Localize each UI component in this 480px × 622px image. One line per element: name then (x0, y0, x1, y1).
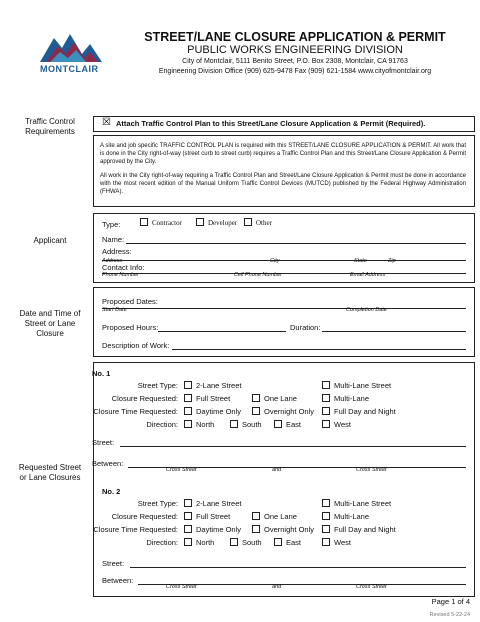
closure-requested-label: Closure Requested: (111, 512, 178, 521)
opt-label: Full Street (196, 394, 231, 403)
street-field[interactable] (120, 446, 466, 447)
contact-sub-email: Email Address (350, 272, 386, 278)
closure-requested-label: Closure Requested: (111, 394, 178, 403)
checkbox[interactable] (184, 499, 192, 507)
checkbox[interactable] (322, 381, 330, 389)
and-label: and (272, 584, 282, 590)
checkbox[interactable] (274, 420, 282, 428)
type-other[interactable] (244, 219, 272, 227)
checkbox[interactable] (322, 512, 330, 520)
opt-overnight[interactable] (252, 525, 314, 534)
checkbox[interactable] (322, 394, 330, 402)
street-label: Street: (92, 438, 115, 447)
block-no: No. 1 (92, 369, 111, 378)
proposed-dates-field[interactable] (102, 308, 466, 309)
address-sub-zip: Zip (388, 258, 396, 264)
montclair-logo (36, 24, 106, 78)
opt-daytime[interactable] (184, 407, 241, 416)
opt-multi-lane[interactable] (322, 394, 369, 403)
proposed-hours-field[interactable] (158, 331, 286, 332)
checkbox[interactable] (322, 538, 330, 546)
opt-label: Overnight Only (264, 525, 315, 534)
closure-block-2 (93, 481, 474, 597)
opt-label: North (196, 538, 215, 547)
checkbox[interactable] (184, 538, 192, 546)
page-number: Page 1 of 4 (431, 597, 470, 606)
traffic-paragraph-2: All work in the City right-of-way requiring a Traffic Control Plan and Street/Lane Closure Application & Permit must be done in accordance with the most recent edition of the Manual Uniform Traffic Control Devices (MUTCD) published by the Federal Highway Administration (FHWA). (100, 173, 466, 196)
dates-box (93, 287, 475, 357)
opt-east[interactable] (274, 420, 301, 429)
contact-field[interactable] (102, 273, 466, 274)
duration-label: Duration: (290, 323, 321, 332)
checkbox[interactable] (184, 394, 192, 402)
opt-one-lane[interactable] (252, 394, 297, 403)
opt-label: South (242, 538, 262, 547)
closure-time-label: Closure Time Requested: (93, 525, 178, 534)
checkbox[interactable] (322, 420, 330, 428)
developer-label: Developer (208, 219, 238, 227)
form-subtitle: PUBLIC WORKS ENGINEERING DIVISION (187, 44, 403, 56)
applicant-box (93, 213, 475, 283)
city-address: City of Montclair, 5111 Benito Street, P.O. Box 2308, Montclair, CA 91763 (182, 58, 408, 65)
opt-label: Full Day and Night (334, 407, 396, 416)
cross-street-1: Cross Street (166, 467, 197, 473)
checkbox[interactable] (252, 512, 260, 520)
opt-label: One Lane (264, 512, 297, 521)
contact-sub-cell: Cell Phone Number (234, 272, 282, 278)
street-type-label: Street Type: (137, 381, 178, 390)
opt-label: 2-Lane Street (196, 499, 242, 508)
contact-phones: Engineering Division Office (909) 625-9478 Fax (909) 621-1584 www.cityofmontclair.org (158, 68, 432, 75)
address-label: Address: (102, 247, 132, 256)
opt-label: Multi-Lane (334, 394, 370, 403)
cross-street-2: Cross Street (356, 467, 387, 473)
opt-west[interactable] (322, 538, 351, 547)
cross-street-2: Cross Street (356, 584, 387, 590)
opt-label: Multi-Lane Street (334, 499, 392, 508)
checkbox[interactable] (274, 538, 282, 546)
contact-sub-phone: Phone Number (102, 272, 139, 278)
opt-label: Overnight Only (264, 407, 315, 416)
direction-label: Direction: (146, 538, 178, 547)
opt-west[interactable] (322, 420, 351, 429)
address-sub-state: State (354, 258, 367, 264)
opt-multilane-street[interactable] (322, 499, 391, 508)
address-sub-address: Address (102, 258, 123, 264)
opt-label: East (286, 420, 302, 429)
opt-label: Full Day and Night (334, 525, 396, 534)
logo-text: MONTCLAIR (40, 64, 99, 74)
name-label: Name: (102, 235, 125, 244)
closures-box (93, 362, 475, 597)
name-field[interactable] (126, 243, 466, 244)
applicant-side-label: Applicant (33, 236, 67, 245)
checkbox[interactable] (322, 525, 330, 533)
traffic-info-box (93, 135, 475, 207)
checkbox[interactable] (322, 499, 330, 507)
opt-multilane-street[interactable] (322, 381, 391, 390)
developer-checkbox[interactable] (196, 218, 204, 226)
opt-full-day[interactable] (322, 407, 396, 416)
form-title: STREET/LANE CLOSURE APPLICATION & PERMIT (144, 30, 446, 44)
checkbox[interactable] (252, 394, 260, 402)
traffic-side-label: Traffic Control Requirements (25, 117, 75, 136)
type-contractor[interactable] (140, 219, 182, 227)
checkbox[interactable] (230, 420, 238, 428)
street-label: Street: (102, 559, 125, 568)
proposed-dates-label: Proposed Dates: (102, 297, 158, 306)
opt-label: West (334, 538, 351, 547)
between-label: Between: (92, 459, 124, 468)
attach-plan-box (93, 116, 475, 132)
block-no: No. 2 (102, 487, 121, 496)
opt-full-street[interactable] (184, 394, 230, 403)
checkbox[interactable] (184, 420, 192, 428)
checkbox[interactable] (252, 407, 260, 415)
opt-overnight[interactable] (252, 407, 314, 416)
dates-side-label: Date and Time of Street or Lane Closure (19, 309, 81, 338)
checkbox[interactable] (184, 381, 192, 389)
opt-south[interactable] (230, 420, 262, 429)
checkbox[interactable] (184, 525, 192, 533)
checkbox[interactable] (230, 538, 238, 546)
opt-full-street[interactable] (184, 512, 230, 521)
contractor-checkbox[interactable] (140, 218, 148, 226)
other-label: Other (256, 219, 272, 227)
direction-label: Direction: (146, 420, 178, 429)
other-checkbox[interactable] (244, 218, 252, 226)
opt-label: One Lane (264, 394, 297, 403)
opt-label: South (242, 420, 262, 429)
checkbox[interactable] (184, 407, 192, 415)
contractor-label: Contractor (152, 219, 182, 227)
opt-north[interactable] (184, 538, 214, 547)
description-field[interactable] (172, 349, 466, 350)
completion-date-label: Completion Date (346, 307, 387, 313)
opt-east[interactable] (274, 538, 301, 547)
checkbox[interactable] (252, 525, 260, 533)
attach-checkbox[interactable]: ☒ (102, 117, 111, 128)
opt-multi-lane[interactable] (322, 512, 369, 521)
revised-date: Revised 5-22-24 (429, 612, 470, 618)
opt-label: Multi-Lane (334, 512, 370, 521)
address-sub-city: City (270, 258, 280, 264)
opt-south[interactable] (230, 538, 262, 547)
closures-side-label: Requested Street or Lane Closures (18, 463, 82, 482)
opt-label: 2-Lane Street (196, 381, 242, 390)
description-label: Description of Work: (102, 341, 170, 350)
address-field[interactable] (102, 260, 466, 261)
opt-2lane[interactable] (184, 499, 241, 508)
checkbox[interactable] (322, 407, 330, 415)
opt-label: West (334, 420, 351, 429)
and-label: and (272, 467, 282, 473)
opt-2lane[interactable] (184, 381, 241, 390)
proposed-hours-label: Proposed Hours: (102, 323, 159, 332)
attach-text: Attach Traffic Control Plan to this Street/Lane Closure Application & Permit (Required). (116, 119, 426, 128)
opt-label: Daytime Only (196, 407, 242, 416)
between-label: Between: (102, 576, 134, 585)
opt-label: Daytime Only (196, 525, 242, 534)
opt-full-day[interactable] (322, 525, 396, 534)
opt-north[interactable] (184, 420, 214, 429)
start-date-label: Start Date (102, 307, 127, 313)
closure-time-label: Closure Time Requested: (93, 407, 178, 416)
type-developer[interactable] (196, 219, 237, 227)
opt-label: North (196, 420, 215, 429)
contact-label: Contact Info: (102, 263, 145, 272)
street-field[interactable] (130, 567, 466, 568)
duration-field[interactable] (322, 331, 466, 332)
closure-block-1 (94, 363, 474, 479)
opt-label: Full Street (196, 512, 231, 521)
traffic-paragraph-1: A site and job specific TRAFFIC CONTROL PLAN is required with this STREET/LANE CLOSURE APPLICATION & PERMIT. All work that is done in the City right-of-way (street curb to street curb) requires a Traffic Control Plan and this Street/Lane Closure Application & Permit approved by the City. (100, 143, 466, 166)
street-type-label: Street Type: (137, 499, 178, 508)
checkbox[interactable] (184, 512, 192, 520)
opt-label: East (286, 538, 302, 547)
opt-one-lane[interactable] (252, 512, 297, 521)
opt-daytime[interactable] (184, 525, 241, 534)
opt-label: Multi-Lane Street (334, 381, 392, 390)
cross-street-1: Cross Street (166, 584, 197, 590)
type-label: Type: (102, 220, 121, 229)
